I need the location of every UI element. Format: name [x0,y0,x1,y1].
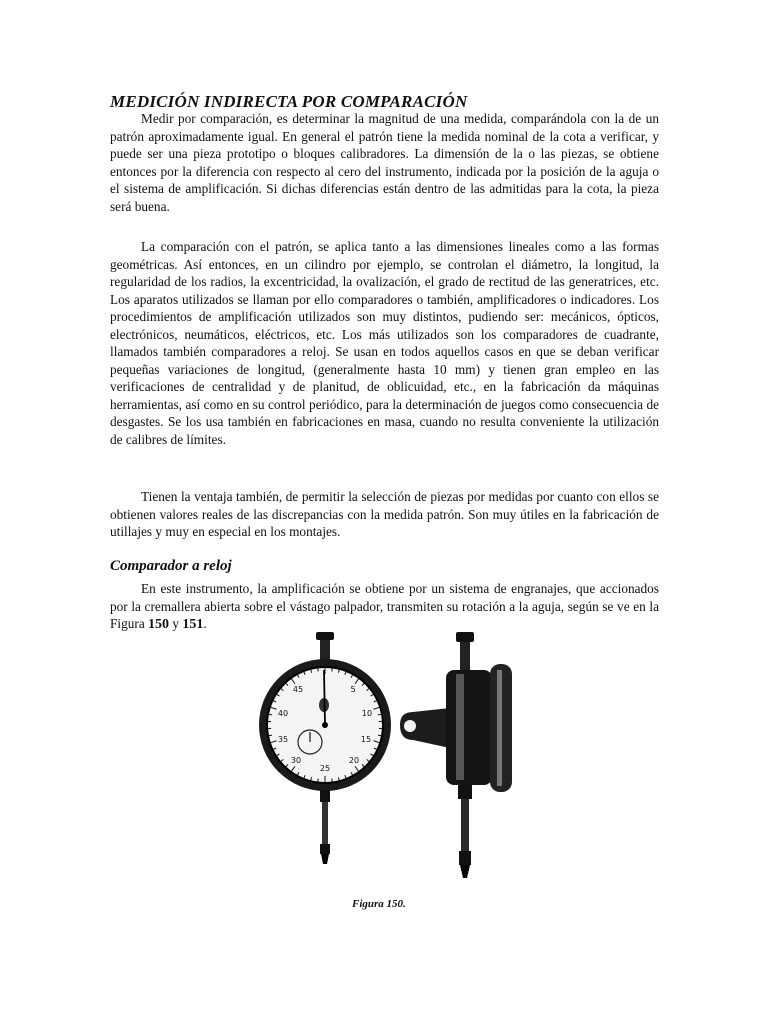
side-highlight [456,674,464,780]
dial-tick [332,779,333,783]
side-body [446,670,492,785]
paragraph-3: Tienen la ventaja también, de permitir la selección de piezas por medidas por cuanto con ellos se obtienen valores reales de las discrepancias con la medida patrón. Son muy útiles en la fabricación de utillajes y muy en especial en los montajes. [110,489,659,539]
dial-number-30: 30 [290,756,302,765]
paragraph-clock [110,580,659,634]
contact-holder [320,844,330,854]
bezel-highlight [497,670,502,786]
figure-dial-indicators [250,630,530,885]
dial-number-5: 5 [350,685,356,694]
dial-tick [332,667,333,671]
dial-tick [318,667,319,671]
contact-point [321,854,329,864]
main-needle [324,670,325,725]
dial-number-20: 20 [348,756,360,765]
dial-tick [318,779,319,783]
dial-front-view [259,632,391,864]
dial-number-15: 15 [360,735,372,744]
dial-number-40: 40 [277,709,289,718]
subheading-comparador: Comparador a reloj [110,558,232,574]
paragraph-2: La comparación con el patrón, se aplica tanto a las dimensiones lineales como a las formas geométricas. Así entonces, en un cilindro por ejemplo, se controlan el diámetro, la longitud, la regularidad de los radios, la excentricidad, la ovalización, el grado de rectitud de las generatrices, etc. Los aparatos utilizados se llaman por ello comparadores o también, amplificadores o indicadores. Los procedimientos de amplificación utilizados son muy distintos, pudiendo ser: mecánicos, ópticos, electrónicos, neumáticos, eléctricos, etc. Los más utilizados son los comparadores de cuadrante, llamados también comparadores a reloj. Se usan en todos aquellos casos en que se deban verificar pequeñas variaciones de longitud, (generalmente hasta 10 mm) y tienen gran empleo en las verificaciones de centralidad y de planitud, de oblicuidad, etc., en la fabricación da máquinas herramientas, así como en su control periódico, para la determinación de juegos como consecuencia de desgastes. Se los usa también en fabricaciones en masa, cuando no resulta conveniente la utilización de calibres de límites. [110,239,659,447]
dial-number-10: 10 [361,709,373,718]
figure-caption: Figura 150. [352,898,406,910]
side-lower-collar [458,785,472,799]
figure-ref-150: 150 [148,617,170,632]
dial-number-45: 45 [292,685,304,694]
plunger-spindle [322,802,328,844]
needle-hub [322,722,328,728]
dial-number-25: 25 [319,764,331,773]
paragraph-1: Medir por comparación, es determinar la magnitud de una medida, comparándola con la de un patrón aproximadamente igual. En general el patrón tiene la medida nominal de la cota a verificar, y puede ser una pieza prototipo o bloques calibradores. La dimensión de la o las piezas, se obtiene entonces por la diferencia con respecto al cero del instrumento, indicada por la posición de la aguja o el sistema de amplificación. Si dichas diferencias están dentro de las admitidas para la cota, la pieza será buena. [110,111,659,214]
side-top-stem [460,642,470,670]
clock-connector: y [169,616,183,631]
top-cap [316,632,334,640]
side-top-cap [456,632,474,642]
lower-collar [320,790,330,802]
side-contact-point [460,865,470,878]
side-spindle [461,799,469,851]
clock-end: . [203,616,207,631]
dial-side-view [400,632,512,878]
lug-hole [404,720,416,732]
side-contact-holder [459,851,471,865]
clock-text: En este instrumento, la amplificación se obtiene por un sistema de engranajes, que accionados por la cremallera abierta sobre el vástago palpador, transmiten su rotación a la aguja, según se ve en la Figura [110,581,659,631]
dial-number-35: 35 [277,735,289,744]
figure-ref-151: 151 [182,617,204,632]
section-title: MEDICIÓN INDIRECTA POR COMPARACIÓN [110,92,468,111]
dial-indicator-illustration [250,630,530,885]
